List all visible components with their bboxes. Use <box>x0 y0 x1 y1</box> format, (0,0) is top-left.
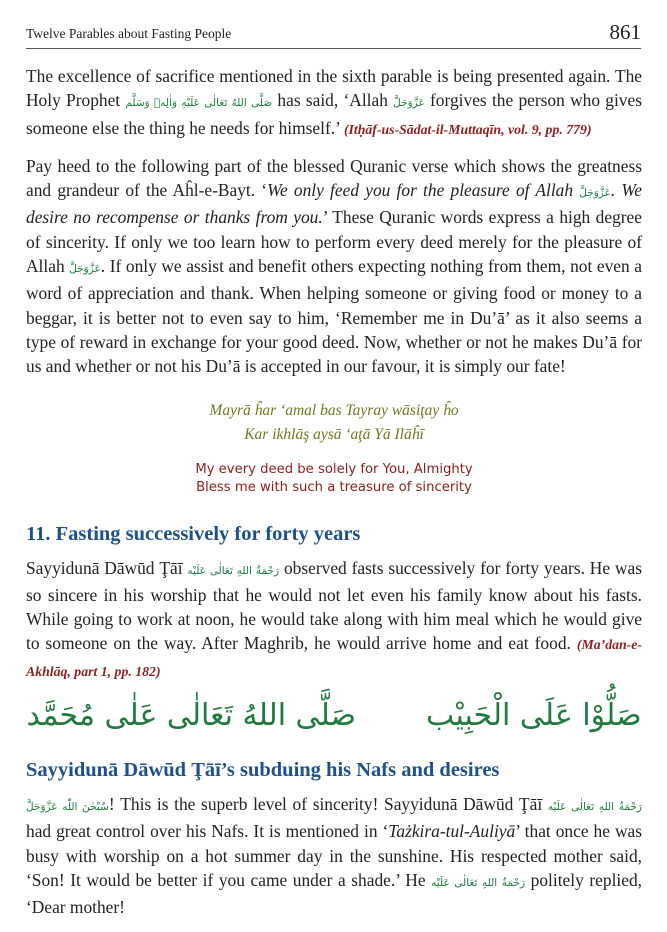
honorific-subhanallah: سُبْحٰنَ اللّٰه عَزَّوَجَلَّ <box>26 801 109 814</box>
translation-line-2: Bless me with such a treasure of sincerity <box>196 479 472 495</box>
page-number: 861 <box>609 20 641 44</box>
honorific-azza-wa-jal: عَزَّوَجَلَّ <box>69 263 101 276</box>
text: had great control over his Nafs. It is mentioned in ‘ <box>26 821 389 842</box>
text: Pay heed to the following part of the blessed Quranic verse which shows the greatness and grandeur of the Aĥl-e-Bayt. ‘ <box>26 155 642 201</box>
durood-right: صَلُّوْا عَلَى الْحَبِيْب <box>425 698 642 734</box>
section-heading-fasting: 11. Fasting successively for forty years <box>26 522 361 545</box>
paragraph-quranic-verse <box>26 154 642 379</box>
quote-italic: We only feed you for the pleasure of Allah <box>267 180 580 201</box>
text: ’ These Quranic words express a high degree of sincerity. If only we too learn how to perform every deed merely for the pleasure of Allah <box>26 207 642 277</box>
paragraph-fasting <box>26 556 642 684</box>
text: Sayyidunā Dāwūd Ţāī <box>26 557 188 578</box>
honorific-salawat: صَلَّى اللهُ تَعَالٰى عَلَيْهِ وَاٰلِهٖ وَسَلَّم <box>125 97 273 110</box>
text: ’ that once he was busy with worship on a hot summer day in the sunshine. His respected mother said, ‘Son! It would be better if you came under a shade.’ He <box>26 821 642 890</box>
durood-left: صَلَّى اللهُ تَعَالٰى عَلٰى مُحَمَّد <box>26 698 356 734</box>
section-heading-nafs: Sayyidunā Dāwūd Ţāī’s subduing his Nafs and desires <box>26 759 500 782</box>
poetry-translation <box>26 461 642 497</box>
text: ! This is the superb level of sincerity! Sayyidunā Dāwūd Ţāī <box>108 794 548 815</box>
text: The excellence of sacrifice mentioned in the sixth parable is being presented again. The Holy Prophet <box>26 66 642 111</box>
reference: (Itḥāf-us-Sādat-il-Muttaqīn, vol. 9, pp. 779) <box>343 121 592 137</box>
honorific-rahmatullah: رَحْمَةُ اللهِ تَعَالٰى عَلَيْه <box>431 876 526 889</box>
text: politely replied, ‘Dear mother! <box>26 869 642 918</box>
verse-line-1: Mayrā ĥar ‘amal bas Tayray wāsiţay ĥo <box>209 401 459 419</box>
book-title-italic: Tażkira-tul-Auliyā <box>388 821 516 842</box>
text: has said, ‘Allah <box>272 90 394 111</box>
honorific-rahmatullah: رَحْمَةُ اللهِ تَعَالٰى عَلَيْه <box>187 564 280 577</box>
quote-italic: . We desire no recompense or thanks from you. <box>26 180 642 228</box>
honorific-rahmatullah: رَحْمَةُ اللهِ تَعَالٰى عَلَيْه <box>547 801 642 814</box>
text: observed fasts successively for forty years. He was so sincere in his worship that he would not let even his family know about his fasts. While going to work at noon, he would take along with him meal which he would give to someone on the way. After Maghrib, he would arrive home and eat food. <box>26 557 642 654</box>
verse-line-2: Kar ikhlāş aysā ‘aţā Yā Ilāĥī <box>244 425 424 443</box>
translation-line-1: My every deed be solely for You, Almighty <box>195 461 473 477</box>
honorific-azza-wa-jal: عَزَّوَجَلَّ <box>579 187 611 200</box>
paragraph-nafs <box>26 792 642 919</box>
poetry-verse <box>26 399 642 447</box>
durood-calligraphy <box>26 698 642 733</box>
running-title: Twelve Parables about Fasting People <box>26 26 232 41</box>
page-header <box>26 18 641 49</box>
text: forgives the person who gives someone else the thing he needs for himself.’ <box>26 90 642 138</box>
reference: (Ma’dan-e-Akhlāq, part 1, pp. 182) <box>26 637 642 679</box>
honorific-azza-wa-jal: عَزَّوَجَلَّ <box>393 97 425 110</box>
page-content <box>26 64 642 932</box>
paragraph-sacrifice <box>26 64 642 142</box>
text: . If only we assist and benefit others expecting nothing from them, not even a word of appreciation and thank. When helping someone or giving food or money to a beggar, it is better not to even say to him, ‘Remember me in Du’ā’ as it also seems a type of reward in exchange for your good deed. Now, whether or not he makes Du’ā for us and whether or not his Du’ā is accepted in our favour, it is simply our fate! <box>26 256 642 377</box>
